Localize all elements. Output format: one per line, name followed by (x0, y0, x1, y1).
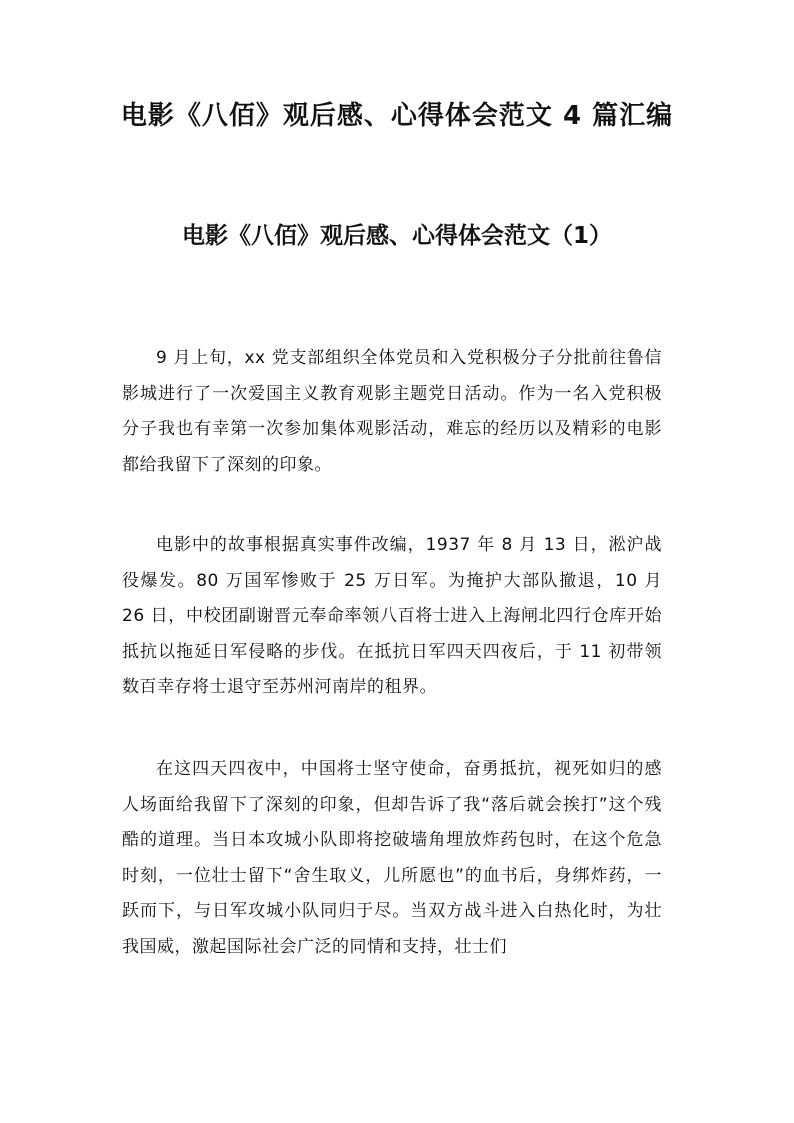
document-title: 电影《八佰》观后感、心得体会范文 4 篇汇编 (120, 101, 674, 131)
section-title: 电影《八佰》观后感、心得体会范文（1） (181, 223, 612, 249)
body-paragraph: 在这四天四夜中，中国将士坚守使命，奋勇抵抗，视死如归的感人场面给我留下了深刻的印象，但却告诉了我“落后就会挨打”这个残酷的道理。当日本攻城小队即将挖破墙角埋放炸药包时，在这个危急时刻，一位壮士留下“舍生取义，儿所愿也”的血书后，身绑炸药，一跃而下，与日军攻城小队同归于尽。当双方战斗进入白热化时，为壮我国威，激起国际社会广泛的同情和支持，壮士们 (122, 759, 662, 957)
body-paragraph: 9 月上旬，xx 党支部组织全体党员和入党积极分子分批前往鲁信影城进行了一次爱国主义教育观影主题党日活动。作为一名入党积极分子我也有幸第一次参加集体观影活动，难忘的经历以及精彩的电影都给我留下了深刻的印象。 (122, 348, 662, 475)
body-paragraph: 电影中的故事根据真实事件改编，1937 年 8 月 13 日，淞沪战役爆发。80 万国军惨败于 25 万日军。为掩护大部队撤退，10 月 26 日，中校团副谢晋元奉命率领八百将士进入上海闸北四行仓库开始抵抗以拖延日军侵略的步伐。在抵抗日军四天四夜后，于 11 初带领数百幸存将士退守至苏州河南岸的租界。 (122, 535, 662, 697)
